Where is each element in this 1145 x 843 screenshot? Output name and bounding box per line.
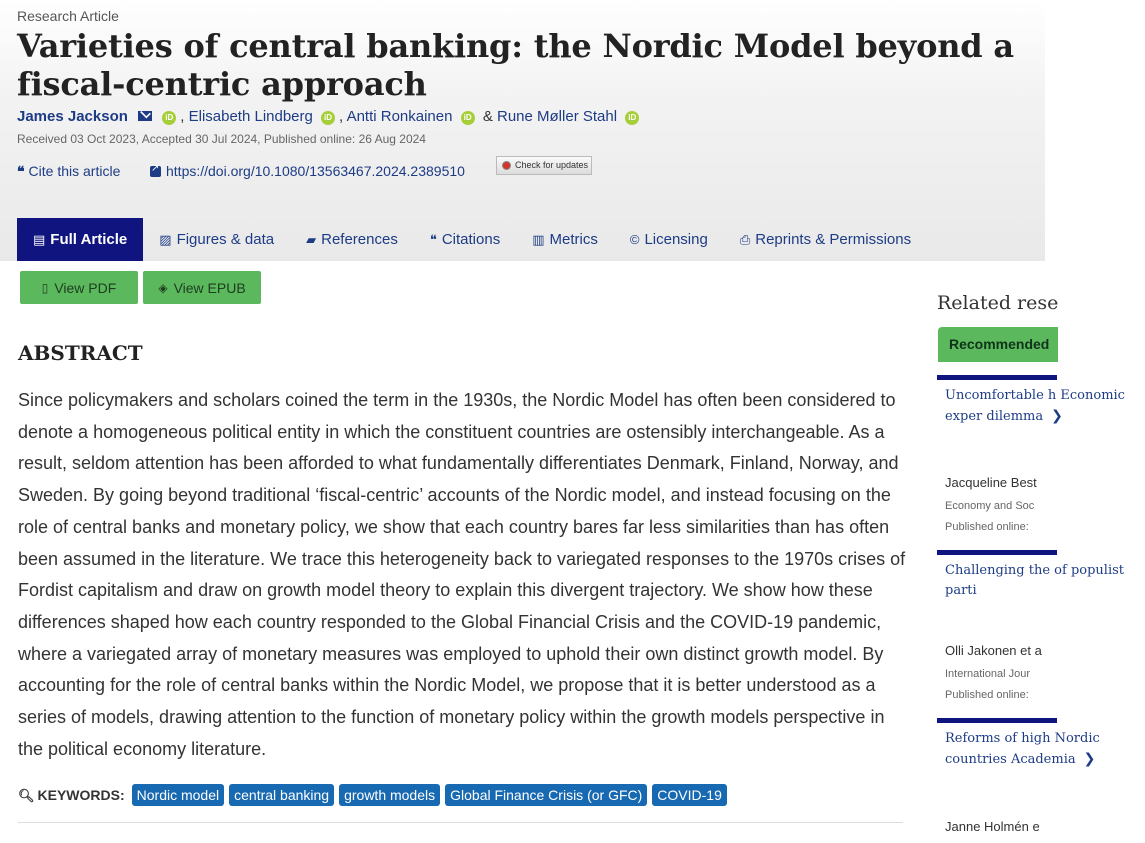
keywords-label: 🔍︎ KEYWORDS: xyxy=(18,786,125,803)
related-article-journal: International Jour xyxy=(945,668,1030,680)
tab-metrics[interactable]: ▥ Metrics xyxy=(532,231,598,248)
related-article-author: Olli Jakonen et a xyxy=(945,643,1042,658)
tab-full-article[interactable]: ▤ Full Article xyxy=(17,218,143,261)
publication-dates: Received 03 Oct 2023, Accepted 30 Jul 2024, Published online: 26 Aug 2024 xyxy=(17,132,426,146)
orcid-icon[interactable]: iD xyxy=(321,111,335,125)
image-icon: ▨ xyxy=(159,231,172,247)
keyword-tag[interactable]: Nordic model xyxy=(132,784,224,806)
bar-chart-icon: ▥ xyxy=(532,231,545,247)
author-link[interactable]: James Jackson xyxy=(17,108,128,125)
divider xyxy=(18,822,903,823)
tab-references[interactable]: ▰ References xyxy=(306,231,398,248)
related-article-card xyxy=(937,718,1100,843)
keywords-row xyxy=(18,784,727,806)
tab-reprints-permissions[interactable]: ⎙ Reprints & Permissions xyxy=(739,231,912,248)
keyword-tag[interactable]: Global Finance Crisis (or GFC) xyxy=(445,784,647,806)
epub-icon: ◈ xyxy=(158,280,168,295)
article-type: Research Article xyxy=(17,8,119,24)
article-title: Varieties of central banking: the Nordic Model beyond a fiscal-centric approach xyxy=(17,27,1014,103)
tab-recommended[interactable]: Recommended xyxy=(938,327,1058,362)
related-article-published: Published online: xyxy=(945,689,1029,701)
print-icon: ⎙ xyxy=(739,231,751,247)
quote-icon: ❝ xyxy=(17,164,25,180)
keyword-tag[interactable]: growth models xyxy=(339,784,440,806)
related-article-author: Janne Holmén e xyxy=(945,819,1040,834)
quote-icon: ❝ xyxy=(429,231,437,247)
related-article-title[interactable]: Reforms of high Nordic countries Academia ❯ xyxy=(945,731,1100,767)
related-research-heading: Related rese xyxy=(937,292,1059,314)
author-list: James Jackson iD , Elisabeth Lindberg iD , Antti Ronkainen iD & Rune Møller Stahl iD xyxy=(17,108,643,125)
related-article-published: Published online: xyxy=(945,521,1029,533)
cite-article-link[interactable]: ❝ Cite this article xyxy=(17,163,121,180)
keyword-tag[interactable]: central banking xyxy=(229,784,334,806)
view-epub-button[interactable]: ◈ View EPUB xyxy=(143,271,261,304)
doi-link[interactable]: ↗ https://doi.org/10.1080/13563467.2024.2389510 xyxy=(150,163,465,179)
related-article-author: Jacqueline Best xyxy=(945,475,1037,490)
tab-licensing[interactable]: © Licensing xyxy=(629,231,708,248)
related-article-card xyxy=(937,550,1125,715)
related-article-title[interactable]: Challenging the of populist parti xyxy=(945,563,1125,598)
book-icon: ▰ xyxy=(306,231,317,247)
tab-figures-data[interactable]: ▨ Figures & data xyxy=(159,231,275,248)
article-tabs xyxy=(17,218,927,261)
pdf-file-icon: ▯ xyxy=(41,280,49,295)
keyword-tag[interactable]: COVID-19 xyxy=(652,784,727,806)
envelope-icon[interactable] xyxy=(138,111,152,121)
orcid-icon[interactable]: iD xyxy=(625,111,639,125)
abstract-text: Since policymakers and scholars coined the term in the 1930s, the Nordic Model has often been considered to denote a homogeneous political entity in which the constituent countries are ostensibly interchangeable. As a result, seldom attention has been afforded to what fundamentally differentiates Denmark, Finland, Norway, and Sweden. By going beyond traditional ‘fiscal-centric’ accounts of the Nordic model, and instead focusing on the role of central banks and monetary policy, we show that each country bares far less similarities than has often been assumed in the literature. We trace this heterogeneity back to variegated responses to the 1970s crises of Fordist capitalism and draw on growth model theory to explain this divergent trajectory. We show how these differences shaped how each country responded to the Global Financial Crisis and the COVID-19 pandemic, where a variegated array of monetary measures was employed to uphold their own distinct growth model. By accounting for the role of central banks within the Nordic Model, we propose that it is better understood as a series of models, drawing attention to the function of monetary policy within the growth models perspective in the political economy literature. xyxy=(18,390,906,759)
search-icon: 🔍︎ xyxy=(18,787,35,803)
document-icon: ▤ xyxy=(33,231,46,247)
crossmark-icon xyxy=(502,161,511,170)
author-link[interactable]: Rune Møller Stahl xyxy=(497,108,618,125)
orcid-icon[interactable]: iD xyxy=(461,111,475,125)
chevron-right-icon: ❯ xyxy=(1051,408,1063,424)
author-link[interactable]: Antti Ronkainen xyxy=(346,108,453,125)
external-link-icon xyxy=(150,166,161,177)
copyright-icon: © xyxy=(629,232,640,247)
chevron-right-icon: ❯ xyxy=(1083,751,1096,767)
tab-citations[interactable]: ❝ Citations xyxy=(429,231,501,248)
check-for-updates-button[interactable]: Check for updates xyxy=(496,156,592,175)
author-link[interactable]: Elisabeth Lindberg xyxy=(188,108,313,125)
related-article-title[interactable]: Uncomfortable h Economic exper dilemma ❯ xyxy=(945,388,1125,424)
related-article-journal: Economy and Soc xyxy=(945,500,1035,512)
view-pdf-button[interactable]: ▯ View PDF xyxy=(20,271,138,304)
abstract-heading: ABSTRACT xyxy=(18,341,143,365)
related-article-card xyxy=(937,375,1125,550)
orcid-icon[interactable]: iD xyxy=(162,111,176,125)
article-header xyxy=(0,0,1045,261)
